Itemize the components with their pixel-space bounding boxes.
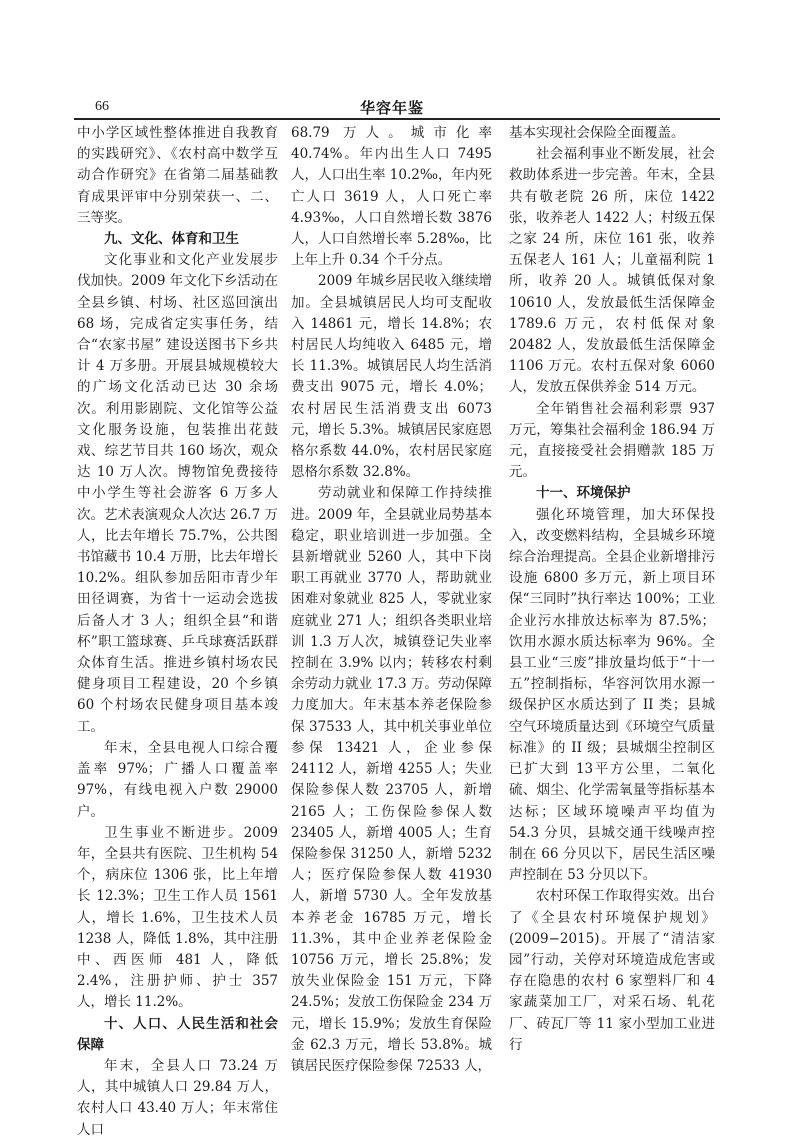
header-rule (74, 118, 720, 120)
paragraph: 2009 年城乡居民收入继续增加。全县城镇居民人均可支配收入 14861 元，增长 14.8%；农村居民人均纯收入 6485 元，增长 11.3%。城镇居民人均生活消费支出 9075 元，增长 4.0%；农村居民生活消费支出 6073 元，增长 5.3%。城镇居民家庭恩格尔系数 44.0%，农村居民家庭恩格尔系数 32.8%。 (291, 273, 492, 481)
running-title: 华容年鉴 (360, 99, 425, 117)
page-number: 66 (95, 99, 109, 114)
paragraph: 农村环保工作取得实效。出台了《全县农村环境保护规划》(2009−2015)。开展了“清洁家园”行动，关停对环境造成危害或存在隐患的农村 6 家塑料厂和 4 家蔬菜加工厂，对采石场、轧花厂、砖瓦厂等 11 家小型加工业进行 (509, 888, 715, 1053)
column-3 (509, 123, 715, 1056)
paragraph: 卫生事业不断进步。2009 年，全县共有医院、卫生机构 54 个，病床位 1306 张，比上年增长 12.3%；卫生工作人员 1561 人，增长 1.6%，卫生技术人员 1238 人，降低 1.8%，其中注册中、西医师 481 人，降低 2.4%，注册护师、护士 357 人，增长 11.2%。 (77, 824, 278, 1011)
paragraph: 全年销售社会福利彩票 937 万元，筹集社会福利金 186.94 万元，直接接受社会捐赠款 185 万元。 (509, 400, 715, 481)
paragraph: 文化事业和文化产业发展步伐加快。2009 年文化下乡活动在全县乡镇、村场、社区巡回演出 68 场，完成省定实事任务，结合“农家书屋” 建设送图书下乡共计 4 万多册。开展县城规模较大的广场文化活动已达 30 余场次。利用影剧院、文化馆等公益文化服务设施，包装推出花鼓戏、综艺节目共 160 场次，观众达 10 万人次。博物馆免费接待中小学生等社会游客 6 万多人次。艺术表演观众人次达 26.7 万人，比去年增长 75.7%，公共图书馆藏书 10.4 万册，比去年增长 10.2%。组队参加岳阳市青少年田径调赛，为省十一运动会选拔后备人才 3 人；组织全县“和谐杯”职工篮球赛、乒乓球赛活跃群众体育生活。推进乡镇村场农民健身项目工程建设，20 个乡镇 60 个村场农民健身项目基本竣工。 (77, 252, 278, 735)
paragraph: 年末，全县人口 73.24 万人，其中城镇人口 29.84 万人，农村人口 43.40 万人；年末常住人口 (77, 1057, 278, 1138)
section-heading: 十、人口、人民生活和社会保障 (77, 1015, 278, 1053)
paragraph: 中小学区域性整体推进自我教育的实践研究》、《农村高中数学互动合作研究》在省第二届基础教育成果评审中分别荣获一、二、三等奖。 (77, 125, 278, 226)
paragraph: 年末，全县电视人口综合覆盖率 97%；广播人口覆盖率 97%，有线电视入户数 29000 户。 (77, 739, 278, 820)
paragraph: 社会福利事业不断发展，社会救助体系进一步完善。年末，全县共有敬老院 26 所，床位 1422 张，收养老人 1422 人；村级五保之家 24 所，床位 161 张，收养五保老人 161 人；儿童福利院 1 所，收养 20 人。城镇低保对象 10610 人，发放最低生活保障金 1789.6 万元，农村低保对象 20482 人，发放最低生活保障金 1106 万元。农村五保对象 6060 人，发放五保供养金 514 万元。 (509, 146, 715, 396)
paragraph: 劳动就业和保障工作持续推进。2009 年，全县就业局势基本稳定，职业培训进一步加强。全县新增就业 5260 人，其中下岗职工再就业 3770 人，帮助就业困难对象就业 825 人，零就业家庭就业 271 人；组织各类职业培训 1.3 万人次，城镇登记失业率控制在 3.9% 以内；转移农村剩余劳动力就业 17.3 万。劳动保障力度加大。年末基本养老保险参保 37533 人，其中机关事业单位参保 13421 人，企业参保 24112 人，新增 4255 人；失业保险参保人数 23705 人，新增 2165 人；工伤保险参保人数 23405 人，新增 4005 人；生育保险参保 31250 人，新增 5232 人；医疗保险参保人数 41930 人，新增 5730 人。全年发放基本养老金 16785 万元，增长 11.3%，其中企业养老保险金 10756 万元，增长 25.8%；发放失业保险金 151 万元，下降 24.5%；发放工伤保险金 234 万元，增长 15.9%；发放生育保险金 62.3 万元，增长 53.8%。城镇居民医疗保险参保 72533 人， (291, 485, 492, 1074)
paragraph: 强化环境管理，加大环保投入，改变燃料结构，全县城乡环境综合治理提高。全县企业新增排污设施 6800 多万元，新上项目环保“三同时”执行率达 100%；工业企业污水排放达标率为 87.5%；饮用水源水质达标率为 96%。全县工业“三废”排放量均低于“十一五”控制指标，华容河饮用水源一级保护区水质达到了 II 类；县城空气环境质量达到《环境空气质量标准》的 II 级；县城烟尘控制区已扩大到 13平方公里，二氧化硫、烟尘、化学需氧量等指标基本达标；区域环境噪声平均值为 54.3 分贝，县城交通干线噪声控制在 66 分贝以下，居民生活区噪声控制在 53 分贝以下。 (509, 506, 715, 884)
paragraph: 68.79 万人。城市化率 40.74%。年内出生人口 7495 人，人口出生率 10.2‰，年内死亡人口 3619 人，人口死亡率 4.93‰，人口自然增长数 3876 人，人口自然增长率 5.28‰，比上年上升 0.34 个千分点。 (291, 125, 492, 269)
column-1 (77, 123, 278, 1141)
section-heading: 十一、环境保护 (536, 485, 631, 502)
column-2 (291, 123, 492, 1077)
section-heading: 九、文化、体育和卫生 (104, 231, 239, 248)
paragraph: 基本实现社会保险全面覆盖。 (509, 125, 685, 141)
